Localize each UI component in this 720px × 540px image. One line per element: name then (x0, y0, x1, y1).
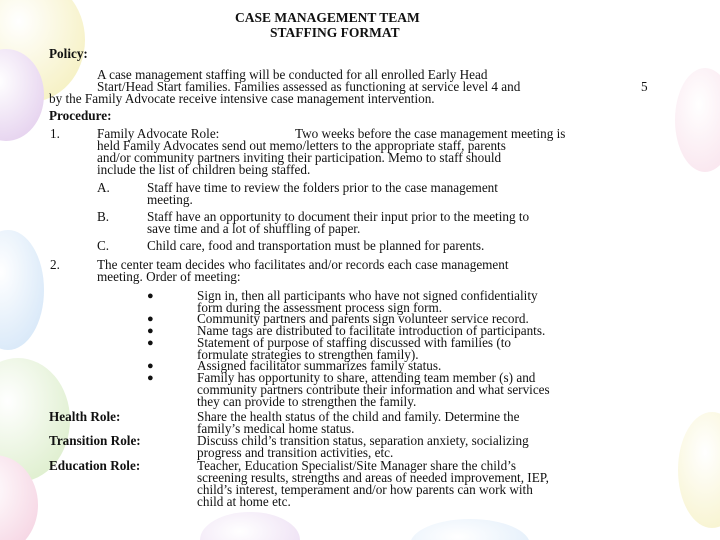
procedure-heading: Procedure: (49, 108, 112, 123)
item-1-line: Two weeks before the case management meeting is (295, 126, 566, 141)
subitem-c-line: Child care, food and transportation must be planned for parents. (147, 238, 485, 253)
subitem-a-line: Staff have time to review the folders prior to the case management (147, 180, 498, 195)
bullet-dot-icon: ● (147, 325, 154, 337)
policy-line: A case management staffing will be conducted for all enrolled Early Head (97, 67, 488, 82)
item-1-line: held Family Advocates send out memo/letters to the appropriate staff, parents (97, 138, 506, 153)
bullet-line: Name tags are distributed to facilitate introduction of participants. (197, 323, 546, 338)
title-line-2: STAFFING FORMAT (270, 25, 400, 40)
education-role-label: Education Role: (49, 458, 141, 473)
health-role-line: Share the health status of the child and family. Determine the (197, 409, 520, 424)
subitem-a-line: meeting. (147, 192, 193, 207)
item-1-line: include the list of children being staffed. (97, 162, 311, 177)
bullet-line: they can provide to strengthen the family. (197, 394, 417, 409)
policy-line: 5 (641, 79, 648, 94)
bullet-line: form during the assessment process sign form. (197, 300, 443, 315)
subitem-b-line: save time and a lot of shuffling of paper. (147, 221, 361, 236)
policy-line: by the Family Advocate receive intensive case management intervention. (49, 91, 435, 106)
bullet-line: Family has opportunity to share, attending team member (s) and (197, 370, 536, 385)
subitem-letter-a: A. (97, 180, 110, 195)
policy-heading: Policy: (49, 46, 88, 61)
subitem-letter-c: C. (97, 238, 110, 253)
education-role-line: screening results, strengths and areas of needed improvement, IEP, (197, 470, 549, 485)
education-role-line: Teacher, Education Specialist/Site Manager share the child’s (197, 458, 516, 473)
family-advocate-role-label: Family Advocate Role: (97, 126, 220, 141)
transition-role-line: progress and transition activities, etc. (197, 445, 394, 460)
bullet-dot-icon: ● (147, 337, 154, 349)
bullet-line: Assigned facilitator summarizes family status. (197, 358, 442, 373)
item-2-line: The center team decides who facilitates and/or records each case management (97, 257, 509, 272)
title-line-1: CASE MANAGEMENT TEAM (235, 10, 420, 25)
item-1-number: 1. (50, 126, 60, 141)
bullet-line: Statement of purpose of staffing discussed with families (to (197, 335, 512, 350)
item-1-line: and/or community partners inviting their participation. Memo to staff should (97, 150, 502, 165)
transition-role-line: Discuss child’s transition status, separation anxiety, socializing (197, 433, 529, 448)
subitem-letter-b: B. (97, 209, 110, 224)
transition-role-label: Transition Role: (49, 433, 141, 448)
bullet-line: formulate strategies to strengthen family). (197, 347, 419, 362)
bullet-dot-icon: ● (147, 313, 154, 325)
health-role-label: Health Role: (49, 409, 121, 424)
policy-line: Start/Head Start families. Families assessed as functioning at service level 4 and (97, 79, 521, 94)
education-role-line: child’s interest, temperament and/or how parents can work with (197, 482, 533, 497)
item-2-line: meeting. Order of meeting: (97, 269, 241, 284)
bullet-dot-icon: ● (147, 372, 154, 384)
bullet-line: Sign in, then all participants who have not signed confidentiality (197, 288, 538, 303)
bullet-dot-icon: ● (147, 290, 154, 302)
bullet-line: Community partners and parents sign volunteer service record. (197, 311, 529, 326)
health-role-line: family’s medical home status. (197, 421, 355, 436)
bullet-dot-icon: ● (147, 360, 154, 372)
subitem-b-line: Staff have an opportunity to document their input prior to the meeting to (147, 209, 530, 224)
education-role-line: child at home etc. (197, 494, 291, 509)
item-2-number: 2. (50, 257, 60, 272)
bullet-line: community partners contribute their information and what services (197, 382, 550, 397)
